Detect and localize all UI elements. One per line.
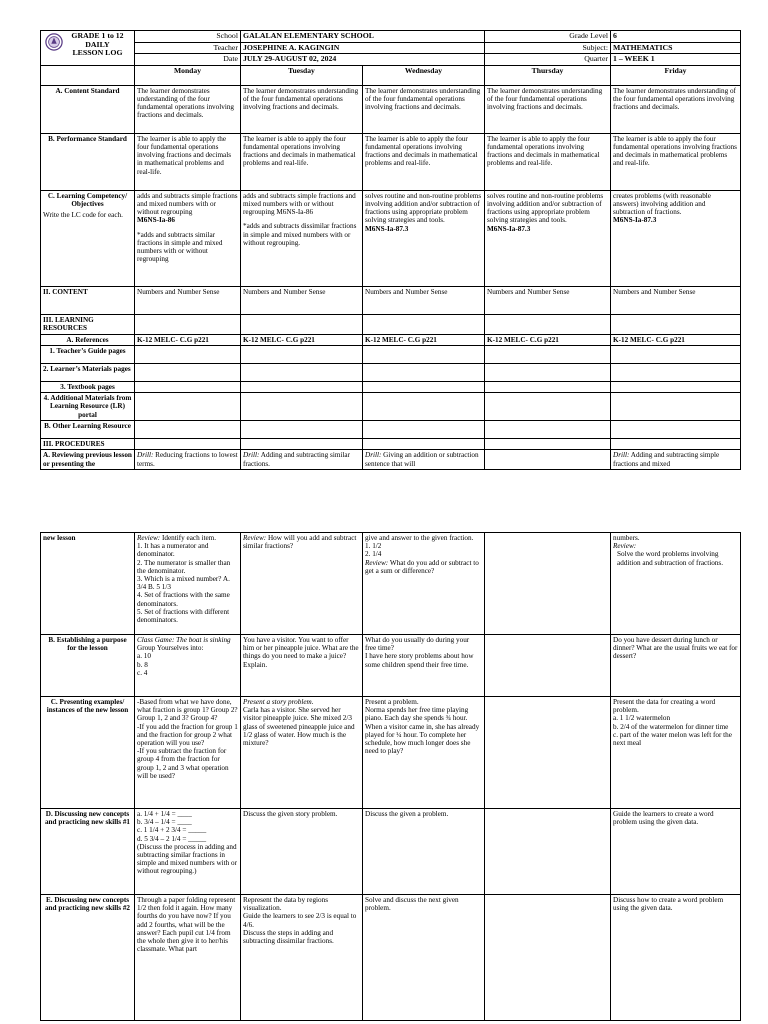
content-monday: Numbers and Number Sense: [135, 286, 241, 314]
presenting-tuesday-text: Carla has a visitor. She served her visitor pineapple juice. She mixed 2/3 glass of sweetened pineapple juice and 1/2 glass of water. How much is the mixture?: [243, 706, 355, 748]
reviewing-cont-label: new lesson: [41, 533, 135, 635]
discussing2-monday: Through a paper folding represent 1/2 then fold it again. How many fourths do you have now? If you add 2 fourths, what will be the answer? Each pupil cut 1/4 from the whole then give it to her/his classmate. What part: [135, 895, 241, 1021]
discussing2-label: E. Discussing new concepts and practicing new skills #2: [41, 895, 135, 1021]
discussing1-monday: a. 1/4 + 1/4 = ____ b. 3/4 – 1/4 = ____ c. 1 1/4 + 2 3/4 = _____ d. 5 3/4 – 2 1/4 = _____ (Discuss the process in adding and subtracting similar fractions in simple and mixed numbers with or without regrouping.): [135, 809, 241, 895]
discussing1-thursday: [485, 809, 611, 895]
discussing1-friday: Guide the learners to create a word problem using the given data.: [611, 809, 741, 895]
textbook-label: 3. Textbook pages: [41, 381, 135, 392]
purpose-thursday: [485, 635, 611, 697]
competency-monday-code: M6NS-Ia-86: [137, 216, 175, 225]
lesson-log-table-page-2: [40, 532, 741, 1021]
discussing1-label: D. Discussing new concepts and practicing new skills #1: [41, 809, 135, 895]
drill-label: Drill:: [613, 451, 630, 460]
dll-title-cell: [41, 31, 135, 66]
performance-standard-thursday: The learner is able to apply the four fundamental operations involving fractions and decimals in mathematical problems and real-life.: [485, 133, 611, 190]
quarter-label: Quarter: [485, 54, 611, 66]
procedures-label: III. PROCEDURES: [41, 439, 135, 450]
discussing1-wednesday: Discuss the given a problem.: [363, 809, 485, 895]
school-label: School: [135, 31, 241, 43]
lesson-log-table-page-1: [40, 30, 741, 470]
day-header-tuesday: Tuesday: [241, 65, 363, 85]
day-header-wednesday: Wednesday: [363, 65, 485, 85]
discussing1-tuesday: Discuss the given story problem.: [241, 809, 363, 895]
reviewing-tuesday: [241, 450, 363, 470]
references-label: A. References: [41, 334, 135, 345]
date-label: Date: [135, 54, 241, 66]
presenting-monday: -Based from what we have done, what fraction is group 1? Group 2? Group 1, 2 and 3? Group 4? -If you add the fraction for group 1 and the fraction for group 2 what operation will you use? -If you subtract the fraction for group 4 from the fraction for group 1, 2 and 3 what operation will be used?: [135, 697, 241, 809]
review-label: Review:: [137, 534, 161, 542]
teacher-name: JOSEPHINE A. KAGINGIN: [241, 42, 485, 54]
performance-standard-tuesday: The learner is able to apply the four fundamental operations involving fractions and decimals in mathematical problems and real-life.: [241, 133, 363, 190]
competency-thursday: [485, 190, 611, 286]
quarter-value: 1 – WEEK 1: [611, 54, 741, 66]
competency-tuesday: [241, 190, 363, 286]
presenting-thursday: [485, 697, 611, 809]
purpose-tuesday: You have a visitor. You want to offer him or her pineapple juice. What are the things do you need to make a juice? Explain.: [241, 635, 363, 697]
content-standard-monday: The learner demonstrates understanding of the four fundamental operations involving fractions and decimals.: [135, 85, 241, 133]
competency-note: Write the LC code for each.: [43, 211, 123, 220]
discussing2-thursday: [485, 895, 611, 1021]
competency-label-cell: [41, 190, 135, 286]
blank-corner: [41, 65, 135, 85]
reviewing-friday-text: Adding and subtracting simple fractions and mixed: [613, 451, 720, 468]
reviewing-tuesday-text: Adding and subtracting similar fractions.: [243, 451, 351, 468]
reviewing-monday: [135, 450, 241, 470]
competency-monday-text: adds and subtracts simple fractions and mixed numbers with or without regrouping: [137, 191, 238, 217]
page-1: [0, 0, 768, 470]
grade-level-value: 6: [611, 31, 741, 43]
discussing2-tuesday: Represent the data by regions visualization. Guide the learners to see 2/3 is equal to 4/6. Discuss the steps in adding and subtracting dissimilar fractions.: [241, 895, 363, 1021]
page-2: [0, 532, 768, 1024]
deped-seal-icon: [45, 33, 63, 51]
school-name: GALALAN ELEMENTARY SCHOOL: [241, 31, 485, 43]
references-tuesday: K-12 MELC- C.G p221: [241, 334, 363, 345]
reviewing-cont-tuesday: [241, 533, 363, 635]
purpose-wednesday: What do you usually do during your free time? I have here story problems about how some children spend their free time.: [363, 635, 485, 697]
reviewing-cont-friday: [611, 533, 741, 635]
reviewing-cont-wednesday: [363, 533, 485, 635]
reviewing-monday-text: Reducing fractions to lowest terms.: [137, 451, 238, 468]
reviewing-friday: [611, 450, 741, 470]
discussing2-friday: Discuss how to create a word problem using the given data.: [611, 895, 741, 1021]
reviewing-thursday: [485, 450, 611, 470]
reviewing-label: A. Reviewing previous lesson or presenting the: [41, 450, 135, 470]
content-tuesday: Numbers and Number Sense: [241, 286, 363, 314]
competency-wednesday-text: solves routine and non-routine problems involving addition and/or subtraction of fractions using appropriate problem solving strategies and tools.: [365, 191, 482, 225]
review-tuesday-text: How will you add and subtract similar fractions?: [243, 534, 357, 551]
presenting-friday: Present the data for creating a word problem. a. 1 1/2 watermelon b. 2/4 of the watermelon for dinner time c. part of the water melon was left for the next meal: [611, 697, 741, 809]
reviewing-cont-monday: [135, 533, 241, 635]
drill-label: Drill:: [365, 451, 382, 460]
content-standard-tuesday: The learner demonstrates understanding of the four fundamental operations involving fractions and decimals.: [241, 85, 363, 133]
competency-label: C. Learning Competency/ Objectives: [47, 191, 128, 208]
competency-thursday-code: M6NS-Ia-87.3: [487, 224, 531, 233]
references-monday: K-12 MELC- C.G p221: [135, 334, 241, 345]
performance-standard-wednesday: The learner is able to apply the four fundamental operations involving fractions and decimals in mathematical problems and real-life.: [363, 133, 485, 190]
learning-resources-label: III. LEARNING RESOURCES: [41, 314, 135, 334]
content-thursday: Numbers and Number Sense: [485, 286, 611, 314]
competency-tuesday-text: adds and subtracts simple fractions and mixed numbers with or without regrouping M6NS-Ia-86: [243, 191, 356, 217]
competency-monday: [135, 190, 241, 286]
day-header-friday: Friday: [611, 65, 741, 85]
review-wednesday-text: give and answer to the given fraction. 1. 1/2 2. 1/4: [365, 534, 474, 559]
competency-wednesday: [363, 190, 485, 286]
other-resources-label: B. Other Learning Resource: [41, 421, 135, 439]
class-game-title: Class Game: The boat is sinking: [137, 636, 231, 644]
purpose-label: B. Establishing a purpose for the lesson: [41, 635, 135, 697]
competency-tuesday-extra: *adds and subtracts dissimilar fractions in simple and mixed numbers with or without regrouping.: [243, 222, 357, 247]
grade-level-label: Grade Level: [485, 31, 611, 43]
performance-standard-friday: The learner is able to apply the four fundamental operations involving fractions and decimals in mathematical problems and real-life.: [611, 133, 741, 190]
day-header-thursday: Thursday: [485, 65, 611, 85]
purpose-friday: Do you have dessert during lunch or dinner? What are the usual fruits we eat for dessert?: [611, 635, 741, 697]
reviewing-wednesday: [363, 450, 485, 470]
review-label: Review:: [365, 558, 389, 567]
review-label: Review:: [243, 534, 267, 542]
performance-standard-label: B. Performance Standard: [41, 133, 135, 190]
date-value: JULY 29-AUGUST 02, 2024: [241, 54, 485, 66]
purpose-monday: [135, 635, 241, 697]
purpose-monday-text: Group Yourselves into: a. 10 b. 8 c. 4: [137, 644, 204, 677]
competency-thursday-text: solves routine and non-routine problems involving addition and/or subtraction of fractions using appropriate problem solving strategies and tools.: [487, 191, 604, 225]
review-friday-text: numbers.: [613, 534, 640, 542]
references-wednesday: K-12 MELC- C.G p221: [363, 334, 485, 345]
competency-friday-code: M6NS-Ia-87.3: [613, 216, 657, 225]
discussing2-wednesday: Solve and discuss the next given problem.: [363, 895, 485, 1021]
dll-title: GRADE 1 to 12 DAILY LESSON LOG: [71, 31, 124, 58]
content-wednesday: Numbers and Number Sense: [363, 286, 485, 314]
content-standard-label: A. Content Standard: [41, 85, 135, 133]
learners-materials-label: 2. Learner’s Materials pages: [41, 363, 135, 381]
page-gap: [0, 470, 768, 532]
review-friday-task: Solve the word problems involving addition and subtraction of fractions.: [617, 550, 723, 567]
content-standard-wednesday: The learner demonstrates understanding of the four fundamental operations involving fractions and decimals.: [363, 85, 485, 133]
review-monday-list: 1. It has a numerator and denominator. 2. The numerator is smaller than the denominator. 3. Which is a mixed number? A. 3/4 B. 5 1/3 4. Set of fractions with the same denominators. 5. Set of fractions with different denominators.: [137, 542, 231, 625]
subject-value: MATHEMATICS: [611, 42, 741, 54]
performance-standard-monday: The learner is able to apply the four fundamental operations involving fractions and decimals in mathematical problems and real-life.: [135, 133, 241, 190]
day-header-monday: Monday: [135, 65, 241, 85]
presenting-wednesday: Present a problem. Norma spends her free time playing piano. Each day she spends ¾ hour. When a visitor came in, she has already played for ¼ hour. To complete her schedule, how much longer does she need to play?: [363, 697, 485, 809]
story-problem-title: Present a story problem.: [243, 698, 314, 706]
content-label: II. CONTENT: [41, 286, 135, 314]
review-monday-text: Identify each item.: [160, 534, 217, 542]
review-label: Review:: [613, 542, 637, 551]
reviewing-wednesday-text: Giving an addition or subtraction sentence that will: [365, 451, 479, 468]
subject-label: Subject:: [485, 42, 611, 54]
references-friday: K-12 MELC- C.G p221: [611, 334, 741, 345]
references-thursday: K-12 MELC- C.G p221: [485, 334, 611, 345]
reviewing-cont-thursday: [485, 533, 611, 635]
teacher-label: Teacher: [135, 42, 241, 54]
competency-friday: [611, 190, 741, 286]
competency-wednesday-code: M6NS-Ia-87.3: [365, 224, 409, 233]
presenting-label: C. Presenting examples/ instances of the new lesson: [41, 697, 135, 809]
drill-label: Drill:: [137, 451, 154, 460]
content-standard-friday: The learner demonstrates understanding of the four fundamental operations involving fractions and decimals.: [611, 85, 741, 133]
content-standard-thursday: The learner demonstrates understanding of the four fundamental operations involving fractions and decimals.: [485, 85, 611, 133]
teachers-guide-label: 1. Teacher’s Guide pages: [41, 345, 135, 363]
content-friday: Numbers and Number Sense: [611, 286, 741, 314]
additional-materials-label: 4. Additional Materials from Learning Resource (LR) portal: [41, 393, 135, 421]
competency-friday-text: creates problems (with reasonable answers) involving addition and subtraction of fractions.: [613, 191, 711, 217]
drill-label: Drill:: [243, 451, 260, 460]
presenting-tuesday: [241, 697, 363, 809]
review-wednesday-question: What do you add or subtract to get a sum or difference?: [365, 558, 479, 575]
competency-monday-extra: *adds and subtracts similar fractions in simple and mixed numbers with or without regrouping: [137, 230, 223, 264]
